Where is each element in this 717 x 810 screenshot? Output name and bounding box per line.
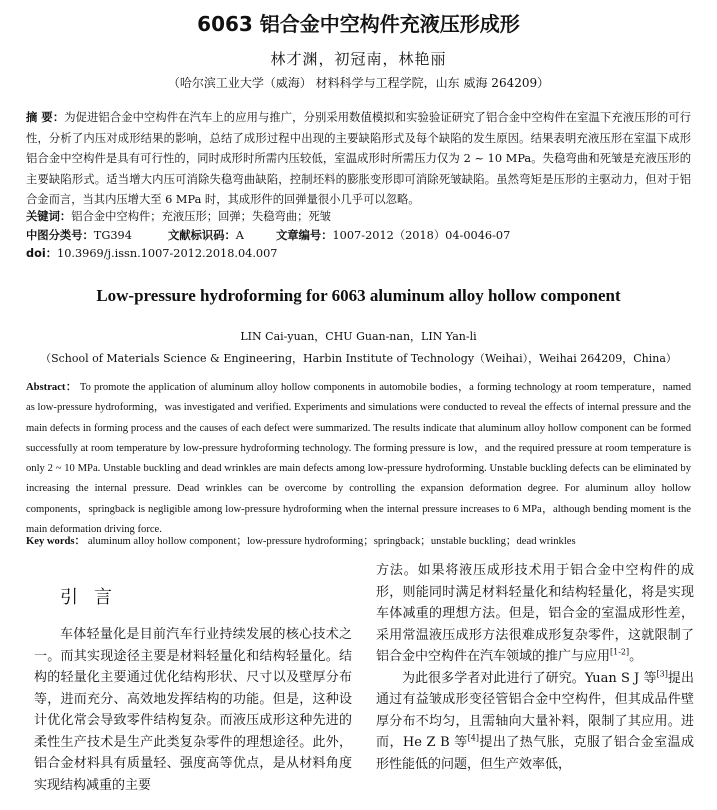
body-left-column (34, 624, 352, 796)
doi-label: doi： (26, 247, 58, 260)
chinese-keywords-text: 铝合金中空构件；充液压形；回弹；失稳弯曲；死皱 (71, 210, 332, 223)
right-paragraph-2-text-a: 为此很多学者对此进行了研究。Yuan S J 等 (402, 670, 657, 686)
right-paragraph-1-end: 。 (629, 649, 643, 664)
right-paragraph-2 (376, 668, 694, 776)
chinese-title: 6063 铝合金中空构件充液压形成形 (197, 12, 520, 36)
chinese-abstract-label: 摘 要： (26, 111, 65, 124)
citation-4: [4] (467, 733, 479, 743)
chinese-keywords-label: 关键词： (26, 210, 72, 223)
chinese-abstract-text: 为促进铝合金中空构件在汽车上的应用与推广，分别采用数值模拟和实验验证研究了铝合金中空构件在室温下充液压形的可行性，分析了内压对成形结果的影响，总结了成形过程中出现的主要缺陷形式及每个缺陷的发生原因。结果表明充液压形在室温下成形铝合金中空构件是具有可行性的，同时成形时所需内压较低，室温成形时所需压力仅为 2 ~ 10 MPa。失稳弯曲和死皱是充液压形的主要缺陷形式。适当增大内压可消除失稳弯曲缺陷，控制坯料的膨胀变形即可消除死皱缺陷。虽然弯矩是压形的主驱动力，但对于铝合金而言，当其内压增大至 6 MPa 时，其成形件的回弹量很小几乎可以忽略。 (26, 111, 691, 206)
clc-number (26, 227, 132, 243)
chinese-affiliation: （哈尔滨工业大学（威海） 材料科学与工程学院，山东 威海 264209） (167, 76, 550, 90)
body-right-column (376, 560, 694, 775)
right-paragraph-2-text-c: 提出了热气胀，克服了铝合金室温成形性能低的问题，但生产效率低， (376, 735, 694, 772)
left-paragraph: 车体轻量化是目前汽车行业持续发展的核心技术之一。而其实现途径主要是材料轻量化和结构轻量化。结构的轻量化主要通过优化结构形状、尺寸以及壁厚分布等，进而充分、高效地发挥结构的功能。但是，这种设计优化常会导致零件结构复杂。而液压成形这种先进的柔性生产技术是生产此类复杂零件的理想途径。此外，铝合金材料具有质量轻、强度高等优点，是从材料角度实现结构减重的主要 (34, 627, 352, 793)
citation-1-2: [1-2] (610, 647, 630, 657)
document-code (168, 227, 244, 243)
clc-value: TG394 (93, 229, 132, 242)
english-keywords-text: aluminum alloy hollow component；low-pressure hydroforming；springback；unstable buckling；dead wrinkles (87, 536, 576, 547)
chinese-authors: 林才渊，初冠南，林艳丽 (270, 50, 447, 68)
document-code-label: 文献标识码： (168, 229, 236, 242)
right-paragraph-2-text-b: 提出通过有益皱成形变径管铝合金中空构件，但其成品件壁厚分布不均匀，且需轴向大量补料，限制了其应用。进而，He Z B 等 (376, 670, 694, 750)
english-authors: LIN Cai-yuan，CHU Guan-nan，LIN Yan-li (240, 330, 477, 343)
english-abstract (26, 378, 691, 540)
document-code-value: A (235, 229, 244, 242)
article-number (276, 227, 510, 243)
chinese-abstract (26, 108, 691, 211)
right-paragraph-1 (376, 560, 694, 668)
doi (26, 245, 278, 261)
english-abstract-text: To promote the application of aluminum alloy hollow components in automobile bodies，a forming technology at room temperature，named as low-pressure hydroforming，was investigated and verified. Experiments and simulations were conducted to reveal the effects of internal pressure and the main defects in forming process and the causes of each defect were summarized. The results indicate that aluminum alloy hollow component can be formed successfully at room temperature by low-pressure hydroforming technology. The forming pressure is low，and the required pressure at room temperature is only 2 ~ 10 MPa. Unstable buckling and dead wrinkles are main defects among low-pressure hydroforming. Unstable buckling defects can be eliminated by increasing the internal pressure. Dead wrinkles can be overcome by controlling the expansion deformation degree. For aluminum alloy hollow components，springback is negligible among low-pressure hydroforming when the internal pressure increases to 6 MPa，although bending moment is the main deformation driving force. (26, 382, 691, 536)
chinese-keywords (26, 207, 691, 227)
english-title: Low-pressure hydroforming for 6063 aluminum alloy hollow component (96, 286, 621, 305)
doi-value: 10.3969/j.issn.1007-2012.2018.04.007 (57, 247, 278, 260)
english-keywords-label: Key words： (26, 536, 86, 547)
article-number-value: 1007-2012（2018）04-0046-07 (332, 229, 511, 242)
section-heading-introduction: 引言 (60, 587, 128, 608)
english-affiliation: （School of Materials Science & Engineering，Harbin Institute of Technology（Weihai），Weihai 264209，China） (40, 352, 677, 365)
right-paragraph-1-text: 方法。如果将液压成形技术用于铝合金中空构件的成形，则能同时满足材料轻量化和结构轻量化，将是实现车体减重的理想方法。但是，铝合金的室温成形性差，采用常温液压成形方法很难成形复杂零件，这就限制了铝合金中空构件在汽车领域的推广与应用 (376, 563, 694, 664)
english-keywords (26, 533, 691, 548)
citation-3: [3] (656, 669, 668, 679)
clc-label: 中图分类号： (26, 229, 94, 242)
article-number-label: 文章编号： (276, 229, 333, 242)
english-abstract-label: Abstract： (26, 382, 77, 393)
